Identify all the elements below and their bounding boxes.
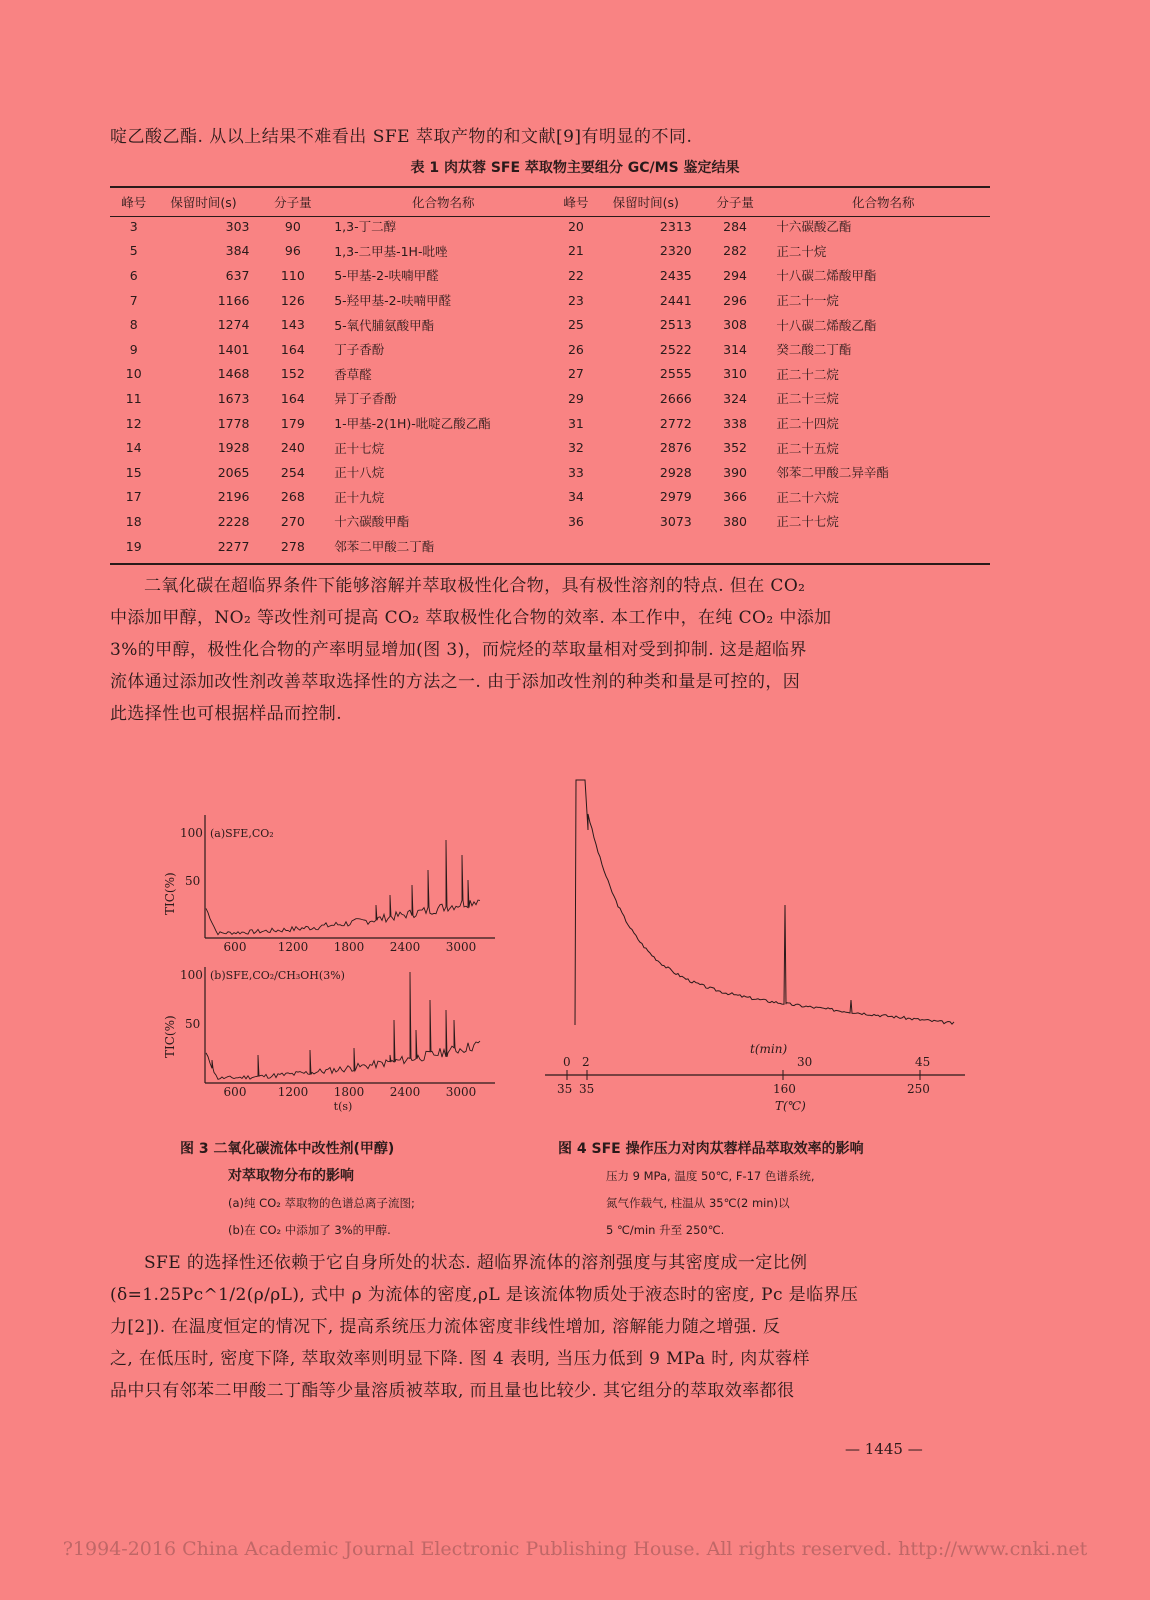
table-row: [110, 288, 990, 313]
table-cell: 308: [723, 317, 747, 333]
table-cell: 25: [567, 317, 584, 333]
table-cell: 5-氧代脯氨酸甲酯: [334, 317, 435, 333]
table-cell: 5: [129, 243, 138, 259]
col-header: 分子量: [716, 195, 754, 210]
table-cell: 14: [125, 440, 142, 456]
table-cell: 2555: [659, 366, 692, 382]
table-cell: 366: [723, 489, 747, 505]
col-header: 分子量: [274, 195, 312, 210]
table-cell: 22: [567, 267, 584, 283]
table-cell: 正二十三烷: [776, 391, 839, 407]
table-cell: 2772: [659, 415, 692, 431]
table-cell: 2277: [217, 538, 250, 554]
fig3-xtick: 600: [223, 940, 247, 954]
table-cell: 2666: [659, 390, 692, 406]
fig4-caption-line: 压力 9 MPa, 温度 50℃, F-17 色谱系统,: [606, 1169, 815, 1183]
table-cell: 270: [280, 513, 305, 529]
fig3-caption: [180, 1136, 540, 1244]
table-cell: 23: [567, 292, 584, 308]
table-cell: 314: [723, 341, 747, 357]
table-cell: 2196: [217, 489, 250, 505]
table-cell: 正二十六烷: [776, 489, 839, 505]
fig4-time-tick: 0: [563, 1055, 571, 1069]
fig4-time-tick: 2: [582, 1055, 590, 1069]
fig4-temp-tick: 250: [907, 1082, 930, 1096]
fig4-caption-line: 5 ℃/min 升至 250℃.: [606, 1223, 725, 1237]
table-cell: 2441: [659, 292, 692, 308]
fig4-time-tick: 30: [797, 1055, 813, 1069]
fig3a-ylabel: TIC(%): [163, 872, 177, 915]
table-cell: 2876: [659, 440, 692, 456]
table-cell: 1401: [217, 341, 250, 357]
table-cell: 19: [125, 538, 142, 554]
table-cell: 正十九烷: [334, 489, 385, 505]
table-cell: 390: [723, 464, 747, 480]
table-cell: 282: [723, 243, 747, 259]
table-cell: 十八碳二烯酸乙酯: [776, 317, 877, 333]
table-cell: 十六碳酸甲酯: [334, 514, 410, 530]
fig3b-ytick-100: 100: [180, 968, 203, 982]
fig3-xtick: 3000: [445, 940, 477, 954]
table-row: [110, 460, 990, 485]
fig3-xtick: 2400: [389, 940, 421, 954]
table-row: [110, 337, 990, 362]
fig4-caption-title: 图 4 SFE 操作压力对肉苁蓉样品萃取效率的影响: [558, 1141, 864, 1157]
table-cell: 18: [125, 513, 142, 529]
table-cell: 90: [284, 218, 301, 234]
fig4-xlabel: T(℃): [775, 1099, 806, 1113]
table-cell: 2522: [659, 341, 692, 357]
table-cell: 21: [567, 243, 584, 259]
table-cell: 17: [125, 489, 142, 505]
fig3-xtick: 600: [223, 1085, 247, 1099]
fig4-time-tick: 45: [915, 1055, 931, 1069]
table-cell: 5-羟甲基-2-呋喃甲醛: [334, 293, 452, 309]
table-cell: 164: [280, 341, 305, 357]
para-line: 流体通过添加改性剂改善萃取选择性的方法之一. 由于添加改性剂的种类和量是可控的，因: [110, 672, 801, 692]
table-cell: 1778: [217, 415, 250, 431]
table-cell: 152: [280, 366, 305, 382]
fig4-trace: [575, 780, 954, 1025]
table-cell: 10: [125, 366, 142, 382]
table-row: [110, 411, 990, 436]
paragraph-selectivity: [110, 1247, 990, 1407]
para-line: 中添加甲醇，NO₂ 等改性剂可提高 CO₂ 萃取极性化合物的效率. 本工作中，在纯 CO₂ 中添加: [110, 608, 832, 628]
fig3-xtick: 3000: [445, 1085, 477, 1099]
table-row: [110, 362, 990, 387]
table-cell: 异丁子香酚: [334, 391, 397, 407]
table-row: [110, 509, 990, 534]
table-cell: 正二十烷: [776, 243, 827, 259]
table-row: [110, 485, 990, 510]
fig3b-ytick-50: 50: [185, 1017, 201, 1031]
table-cell: 164: [280, 390, 305, 406]
table-cell: 33: [567, 464, 584, 480]
figure-4-chromatogram: [545, 770, 975, 1115]
table-cell: 3073: [659, 513, 692, 529]
fig3a-ytick-100: 100: [180, 826, 203, 840]
table-cell: 8: [129, 317, 138, 333]
col-header: 化合物名称: [411, 195, 475, 210]
figure-3-chromatograms: [150, 815, 510, 1115]
table-cell: 268: [280, 489, 305, 505]
fig3b-label: (b)SFE,CO₂/CH₃OH(3%): [210, 969, 345, 982]
table-cell: 9: [129, 341, 138, 357]
fig4-caption-line: 氮气作载气, 柱温从 35℃(2 min)以: [606, 1196, 790, 1210]
table-cell: 15: [125, 464, 142, 480]
table-cell: 香草醛: [334, 366, 372, 382]
table-cell: 143: [280, 317, 305, 333]
table-row: [110, 312, 990, 337]
table-cell: 1928: [217, 440, 250, 456]
table-cell: 637: [225, 267, 250, 283]
fig3-caption-sub: (a)纯 CO₂ 萃取物的色谱总离子流图;: [228, 1196, 415, 1210]
table-cell: 2065: [217, 464, 250, 480]
table-cell: 癸二酸二丁酯: [776, 342, 852, 358]
para-line: 品中只有邻苯二甲酸二丁酯等少量溶质被萃取, 而且量也比较少. 其它组分的萃取效率都很: [110, 1381, 795, 1401]
table-cell: 384: [225, 243, 250, 259]
table-cell: 1,3-丁二醇: [334, 219, 397, 235]
table-cell: 2313: [659, 218, 692, 234]
table-cell: 十六碳酸乙酯: [776, 219, 852, 235]
table-cell: 7: [129, 292, 138, 308]
table-row: [110, 435, 990, 460]
footer-copyright: ?1994-2016 China Academic Journal Electronic Publishing House. All rights reserved. http://www.cnki.net: [62, 1538, 1088, 1560]
fig3-caption-sub: (b)在 CO₂ 中添加了 3%的甲醇.: [228, 1223, 391, 1237]
table-top-rule: [110, 186, 990, 188]
fig3-panel-b: [163, 967, 495, 1113]
page-number: — 1445 —: [845, 1440, 923, 1458]
table-row: [110, 239, 990, 264]
fig3-xtick: 1800: [333, 940, 365, 954]
table-cell: 正二十二烷: [776, 366, 839, 382]
fig3-xtick: 1800: [333, 1085, 365, 1099]
para-line: 二氧化碳在超临界条件下能够溶解并萃取极性化合物，具有极性溶剂的特点. 但在 CO₂: [144, 576, 806, 596]
table-cell: 1,3-二甲基-1H-吡唑: [334, 243, 448, 259]
fig3a-trace: [206, 840, 480, 935]
results-table: [110, 190, 990, 558]
table-cell: 12: [125, 415, 142, 431]
table-cell: 324: [723, 390, 747, 406]
table-cell: 2979: [659, 489, 692, 505]
table-cell: 254: [280, 464, 305, 480]
fig3-caption-title2: 对萃取物分布的影响: [228, 1168, 354, 1184]
table-cell: 284: [723, 218, 747, 234]
table-cell: 6: [129, 267, 138, 283]
table-cell: 丁子香酚: [334, 342, 385, 358]
col-header: 峰号: [563, 195, 589, 210]
table-cell: 96: [284, 243, 301, 259]
table-caption: 表 1 肉苁蓉 SFE 萃取物主要组分 GC/MS 鉴定结果: [410, 160, 740, 176]
table-cell: 310: [723, 366, 747, 382]
table-cell: 1-甲基-2(1H)-吡啶乙酸乙酯: [334, 416, 491, 432]
table-cell: 240: [280, 440, 305, 456]
table-cell: 正十七烷: [334, 440, 385, 456]
table-cell: 1673: [217, 390, 250, 406]
table-cell: 11: [125, 390, 142, 406]
table-row: [110, 263, 990, 288]
para-line: (δ=1.25Pc^1/2(ρ/ρL), 式中 ρ 为流体的密度,ρL 是该流体物质处于液态时的密度, Pc 是临界压: [110, 1285, 859, 1305]
table-cell: 2228: [217, 513, 250, 529]
table-cell: 27: [567, 366, 584, 382]
table-cell: 32: [567, 440, 584, 456]
table-cell: 3: [129, 218, 138, 234]
table-cell: 278: [280, 538, 305, 554]
fig3b-ylabel: TIC(%): [163, 1015, 177, 1058]
table-cell: 邻苯二甲酸二丁酯: [334, 539, 435, 555]
table-cell: 邻苯二甲酸二异辛酯: [776, 465, 889, 481]
table-row: [110, 534, 990, 559]
table-cell: 正二十五烷: [776, 440, 839, 456]
fig3-xtick: 1200: [277, 1085, 309, 1099]
table-cell: 正二十七烷: [776, 514, 839, 530]
table-cell: 352: [723, 440, 747, 456]
table-cell: 380: [723, 513, 747, 529]
table-cell: 338: [723, 415, 747, 431]
para-line: SFE 的选择性还依赖于它自身所处的状态. 超临界流体的溶剂强度与其密度成一定比例: [144, 1253, 808, 1273]
table-cell: 303: [225, 218, 250, 234]
fig3-caption-title: 图 3 二氧化碳流体中改性剂(甲醇): [180, 1141, 395, 1157]
table-cell: 26: [567, 341, 584, 357]
table-row: [110, 214, 990, 239]
table-cell: 110: [280, 267, 305, 283]
table-cell: 20: [567, 218, 584, 234]
table-header-row: [110, 190, 990, 214]
col-header: 化合物名称: [851, 195, 915, 210]
fig4-caption: [558, 1136, 978, 1244]
table-cell: 5-甲基-2-呋喃甲醛: [334, 268, 439, 284]
table-cell: 1468: [217, 366, 250, 382]
fig4-time-label: t(min): [750, 1042, 788, 1056]
fig3-panel-a: [163, 815, 495, 954]
fig4-temp-tick: 160: [773, 1082, 796, 1096]
table-row: [110, 386, 990, 411]
table-cell: 2513: [659, 317, 692, 333]
para-line: 力[2]). 在温度恒定的情况下, 提高系统压力流体密度非线性增加, 溶解能力随之增强. 反: [110, 1317, 781, 1337]
table-cell: [702, 534, 769, 559]
table-cell: [552, 534, 599, 559]
table-cell: 正二十四烷: [776, 416, 839, 432]
table-cell: 179: [280, 415, 305, 431]
lead-line: 啶乙酸乙酯. 从以上结果不难看出 SFE 萃取产物的和文献[9]有明显的不同.: [110, 127, 693, 147]
table-cell: 2320: [659, 243, 692, 259]
fig3a-label: (a)SFE,CO₂: [210, 827, 274, 840]
table-cell: 29: [567, 390, 584, 406]
table-cell: 1274: [217, 317, 250, 333]
table-cell: 296: [723, 292, 747, 308]
table-cell: 126: [280, 292, 305, 308]
para-line: 此选择性也可根据样品而控制.: [110, 704, 343, 724]
col-header: 保留时间(s): [170, 195, 237, 210]
table-cell: 31: [567, 415, 584, 431]
table-cell: 34: [567, 489, 584, 505]
table-bottom-rule: [110, 563, 990, 565]
table-cell: 294: [723, 267, 747, 283]
table-cell: 2435: [659, 267, 692, 283]
table-cell: 正十八烷: [334, 465, 385, 481]
fig4-temp-tick: 35: [579, 1082, 595, 1096]
table-cell: [768, 534, 990, 559]
table-cell: 36: [567, 513, 584, 529]
table-cell: [600, 534, 702, 559]
col-header: 峰号: [121, 195, 147, 210]
paragraph-modifier: [110, 570, 990, 730]
para-line: 之, 在低压时, 密度下降, 萃取效率则明显下降. 图 4 表明, 当压力低到 9 MPa 时, 肉苁蓉样: [110, 1349, 810, 1369]
table-cell: 十八碳二烯酸甲酯: [776, 268, 877, 284]
fig3-xlabel: t(s): [333, 1100, 353, 1113]
table-cell: 2928: [659, 464, 692, 480]
table-cell: 正二十一烷: [776, 293, 839, 309]
para-line: 3%的甲醇，极性化合物的产率明显增加(图 3)，而烷烃的萃取量相对受到抑制. 这是超临界: [110, 640, 807, 660]
fig3-xtick: 1200: [277, 940, 309, 954]
col-header: 保留时间(s): [612, 195, 679, 210]
table-cell: 1166: [217, 292, 250, 308]
fig3a-ytick-50: 50: [185, 874, 201, 888]
fig3-xtick: 2400: [389, 1085, 421, 1099]
fig3b-trace: [206, 972, 480, 1079]
fig4-temp-tick: 35: [557, 1082, 573, 1096]
